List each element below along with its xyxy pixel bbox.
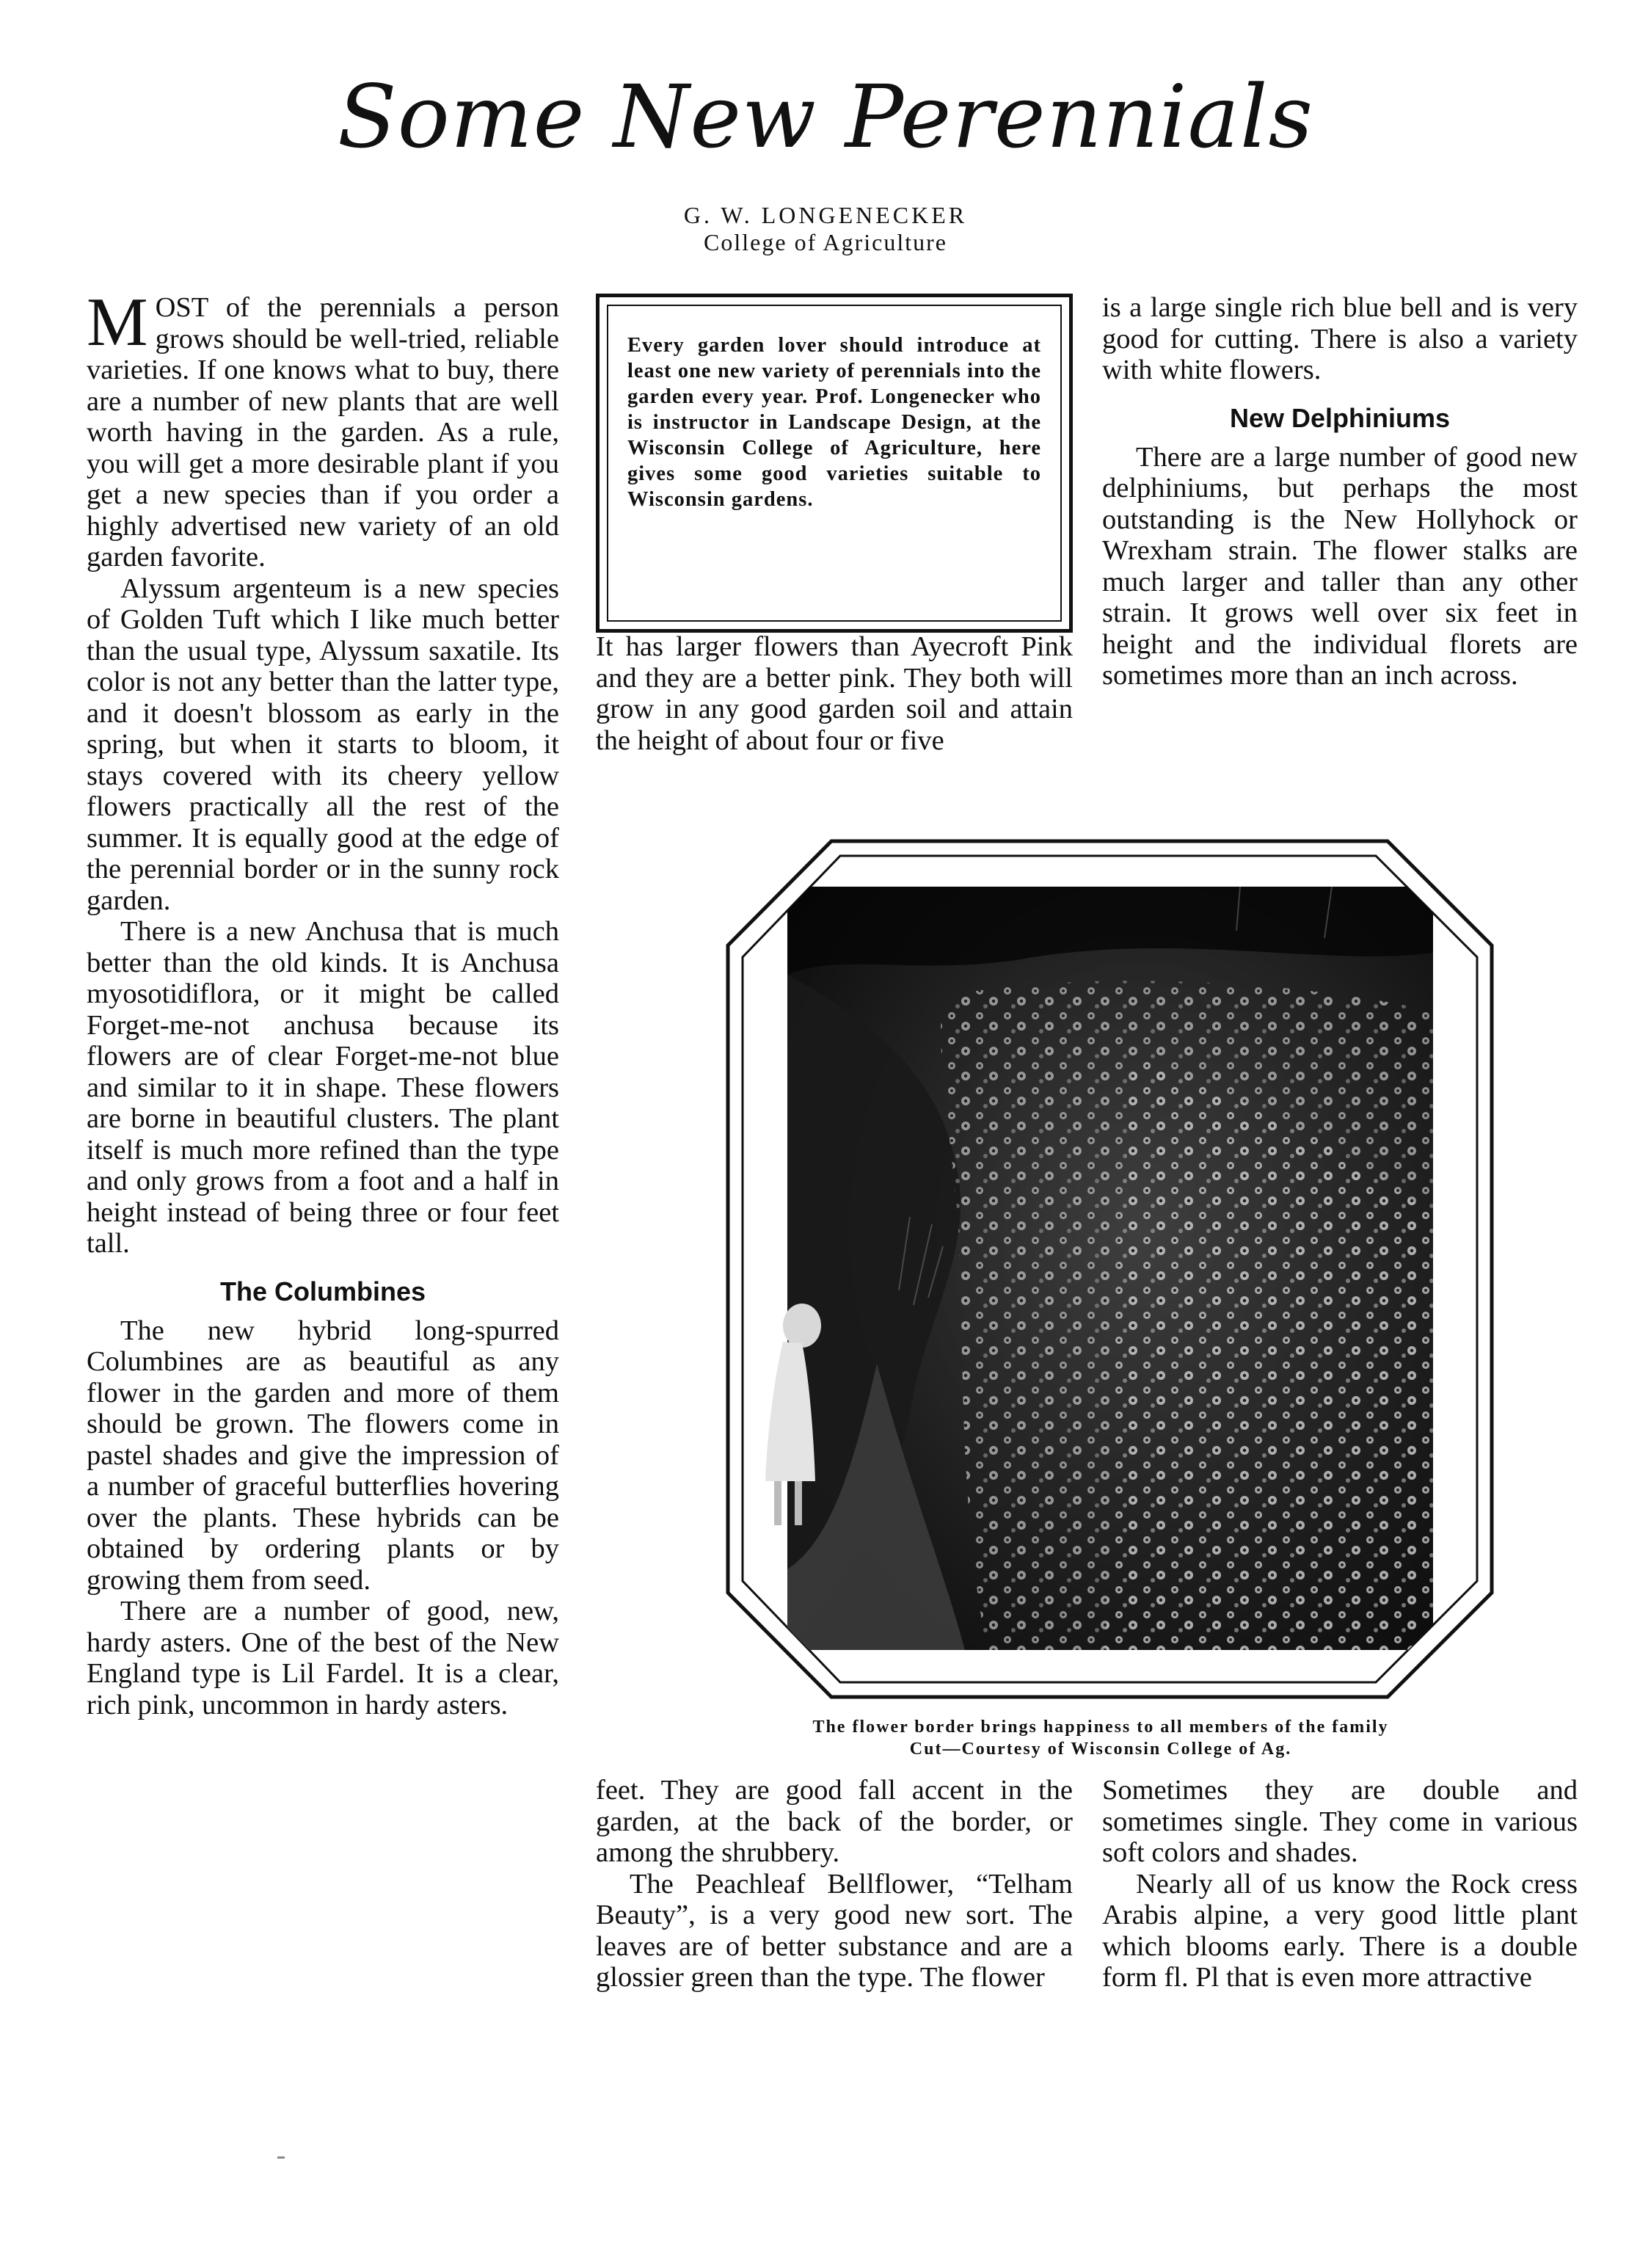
paragraph-asters: There are a number of good, new, hardy asters. One of the best of the New England type is Lil Fardel. It is a clear, rich pink, uncommon in hardy asters. xyxy=(87,1596,559,1720)
paragraph-rock-cress: Nearly all of us know the Rock cress Arabis alpine, a very good little plant which blooms early. There is a double form fl. Pl that is even more attractive xyxy=(1102,1868,1578,1993)
paragraph-intro-text: OST of the perennials a person grows should be well-tried, reliable varieties. If one knows what to buy, there are a number of new plants that are well worth having in the garden. As a rule, you will get a more desirable plant if you get a new species than if you order a highly advertised new variety of an old garden favorite. xyxy=(87,292,559,573)
stray-print-mark xyxy=(277,2156,285,2159)
pullquote-text: Every garden lover should introduce at least one new variety of perennials into the garden every year. Prof. Longenecker who is instructor in Landscape Design, at the Wisconsin College of Agriculture, here gives some good varieties suitable to Wisconsin gardens. xyxy=(627,334,1041,511)
paragraph-anchusa: There is a new Anchusa that is much better than the old kinds. It is Anchusa myosotidiflora, or it might be called Forget-me-not anchusa because its flowers are of clear Forget-me-not blue and similar to it in shape. These flowers are borne in beautiful clusters. The plant itself is much more refined than the type and only grows from a foot and a half in height instead of being three or four feet tall. xyxy=(87,916,559,1259)
paragraph-delphiniums: There are a large number of good new delphiniums, but perhaps the most outstanding is the New Hollyhock or Wrexham strain. The flower stalks are much larger and taller than any other strain. It grows well over six feet in height and the individual florets are sometimes more than an inch across. xyxy=(1102,441,1578,691)
paragraph-delphinium-continued: Sometimes they are double and sometimes single. They come in various soft colors and shades. xyxy=(1102,1775,1578,1868)
heading-columbines: The Columbines xyxy=(219,1276,426,1306)
heading-delphiniums: New Delphiniums xyxy=(1229,402,1451,433)
flower-border-photo xyxy=(723,835,1497,1703)
paragraph-fall-accent: feet. They are good fall accent in the garden, at the back of the border, or among the shrubbery. xyxy=(596,1775,1073,1868)
column-3-top xyxy=(1102,292,1578,691)
column-3-bottom xyxy=(1102,1775,1578,1993)
author-byline: G. W. LONGENECKER xyxy=(683,202,968,228)
paragraph-columbines: The new hybrid long-spurred Columbines are as beautiful as any flower in the garden and more of them should be grown. The flowers come in pastel shades and give the impression of a number of graceful butterflies hovering over the plants. These hybrids can be obtained by ordering plants or by growing them from seed. xyxy=(87,1315,559,1596)
drop-cap: M xyxy=(87,284,148,360)
column-2-bottom xyxy=(596,1775,1073,1993)
article-title: Some New Perennials xyxy=(337,66,1314,167)
column-2-top xyxy=(596,631,1073,756)
paragraph-bellflower-continued: is a large single rich blue bell and is very good for cutting. There is also a variety with white flowers. xyxy=(1102,292,1578,385)
photo-caption-line-2: Cut—Courtesy of Wisconsin College of Ag. xyxy=(909,1740,1292,1759)
column-1 xyxy=(87,284,559,1720)
paragraph-aster-continued: It has larger flowers than Ayecroft Pink and they are a better pink. They both will grow in any good garden soil and attain the height of about four or five xyxy=(596,631,1073,756)
author-affiliation: College of Agriculture xyxy=(704,229,947,255)
photo-caption-line-1: The flower border brings happiness to all members of the family xyxy=(812,1718,1389,1737)
paragraph-peachleaf-bellflower: The Peachleaf Bellflower, “Telham Beauty”, is a very good new sort. The leaves are of better substance and are a glossier green than the type. The flower xyxy=(596,1868,1073,1993)
paragraph-intro xyxy=(87,284,559,573)
paragraph-alyssum: Alyssum argenteum is a new species of Golden Tuft which I like much better than the usual type, Alyssum saxatile. Its color is not any better than the latter type, and it doesn't blossom as early in the spring, but when it starts to bloom, it stays covered with its cheery yellow flowers practically all the rest of the summer. It is equally good at the edge of the perennial border or in the sunny rock garden. xyxy=(87,573,559,916)
pullquote-box xyxy=(596,294,1073,633)
photo-frame xyxy=(723,835,1497,1703)
photo-caption xyxy=(660,1716,1541,1760)
